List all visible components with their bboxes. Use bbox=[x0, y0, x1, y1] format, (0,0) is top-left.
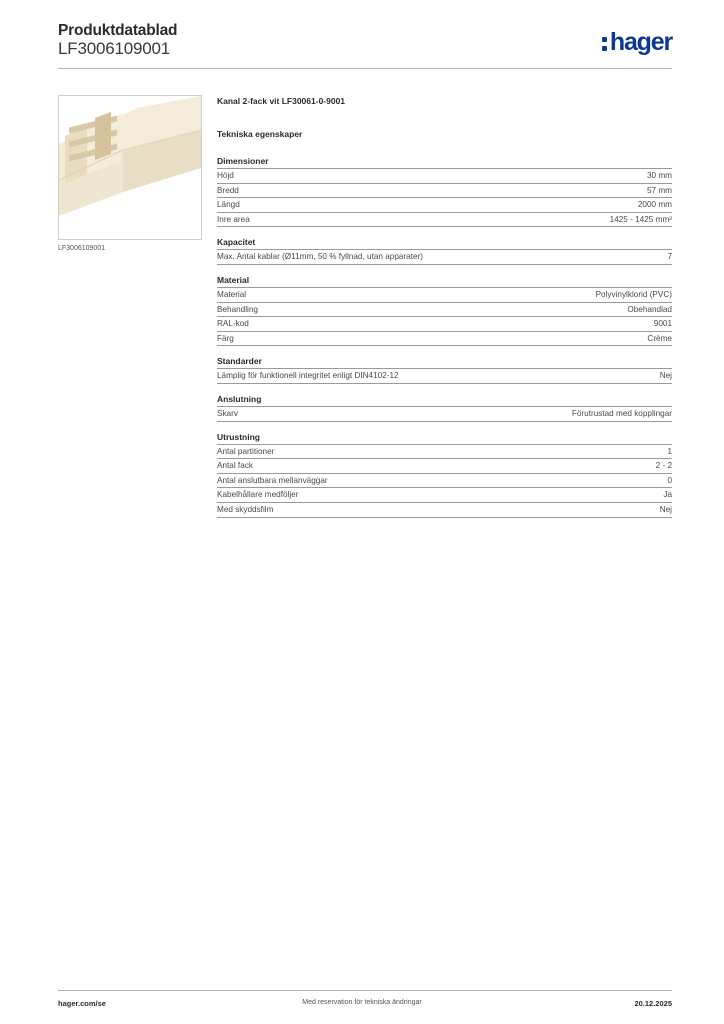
spec-label: Bredd bbox=[217, 185, 239, 195]
spec-label: RAL-kod bbox=[217, 319, 249, 329]
footer-disclaimer: Med reservation för tekniska ändringar bbox=[302, 999, 422, 1006]
spec-label: Inre area bbox=[217, 214, 250, 224]
spec-row bbox=[217, 445, 672, 460]
spec-group-anslutning bbox=[217, 394, 672, 422]
spec-label: Lämplig för funktionell integritet enligt DIN4102-12 bbox=[217, 371, 399, 381]
spec-value: 0 bbox=[667, 475, 672, 485]
spec-value: 1425 - 1425 mm² bbox=[609, 214, 672, 224]
spec-row bbox=[217, 459, 672, 474]
spec-row bbox=[217, 303, 672, 318]
spec-value: Nej bbox=[659, 504, 672, 514]
spec-row bbox=[217, 488, 672, 503]
spec-row bbox=[217, 369, 672, 384]
spec-group-standarder bbox=[217, 356, 672, 384]
header-divider bbox=[58, 68, 672, 69]
spec-label: Kabelhållare medföljer bbox=[217, 490, 299, 500]
group-title: Utrustning bbox=[217, 432, 672, 445]
spec-label: Färg bbox=[217, 333, 234, 343]
spec-label: Längd bbox=[217, 200, 240, 210]
spec-row bbox=[217, 474, 672, 489]
spec-row bbox=[217, 169, 672, 184]
hager-logo bbox=[602, 29, 672, 55]
spec-label: Behandling bbox=[217, 304, 258, 314]
spec-row bbox=[217, 250, 672, 265]
spec-value: 9001 bbox=[653, 319, 672, 329]
spec-label: Material bbox=[217, 289, 247, 299]
document-title: Produktdatablad bbox=[58, 22, 178, 39]
spec-row bbox=[217, 317, 672, 332]
footer-divider bbox=[58, 990, 672, 991]
spec-row bbox=[217, 407, 672, 422]
spec-value: 57 mm bbox=[646, 185, 672, 195]
spec-value: Ja bbox=[663, 490, 672, 500]
spec-value: Polyvinylklorid (PVC) bbox=[595, 289, 672, 299]
spec-label: Antal partitioner bbox=[217, 446, 275, 456]
spec-row bbox=[217, 213, 672, 228]
spec-value: 7 bbox=[667, 252, 672, 262]
group-title: Dimensioner bbox=[217, 156, 672, 169]
image-caption: LF3006109001 bbox=[58, 245, 106, 252]
cable-duct-icon bbox=[59, 96, 201, 239]
logo-text: hager bbox=[609, 28, 672, 56]
spec-label: Max. Antal kablar (Ø11mm, 50 % fyllnad, utan apparater) bbox=[217, 252, 423, 262]
spec-row bbox=[217, 503, 672, 518]
spec-label: Antal anslutbara mellanväggar bbox=[217, 475, 328, 485]
spec-value: 30 mm bbox=[646, 171, 672, 180]
product-name: Kanal 2-fack vit LF30061-0-9001 bbox=[217, 96, 346, 106]
spec-group-dimensioner bbox=[217, 156, 672, 227]
spec-row bbox=[217, 184, 672, 199]
spec-value: 2000 mm bbox=[637, 200, 672, 210]
group-title: Kapacitet bbox=[217, 237, 672, 250]
spec-label: Höjd bbox=[217, 171, 234, 180]
spec-row bbox=[217, 332, 672, 347]
group-title: Material bbox=[217, 275, 672, 288]
section-heading: Tekniska egenskaper bbox=[217, 129, 303, 139]
spec-value: Nej bbox=[659, 371, 672, 381]
logo-colon-icon bbox=[602, 35, 609, 51]
spec-row bbox=[217, 198, 672, 213]
spec-group-kapacitet bbox=[217, 237, 672, 265]
group-title: Anslutning bbox=[217, 394, 672, 407]
spec-group-material bbox=[217, 275, 672, 346]
specification-panel bbox=[217, 96, 672, 518]
spec-value: Crème bbox=[647, 333, 672, 343]
spec-label: Med skyddsfilm bbox=[217, 504, 274, 514]
footer-date: 20.12.2025 bbox=[634, 999, 672, 1008]
product-image bbox=[58, 95, 202, 240]
document-number: LF3006109001 bbox=[58, 39, 170, 58]
spec-value: Förutrustad med kopplingar bbox=[571, 408, 672, 418]
page-header bbox=[58, 22, 672, 70]
spec-value: Obehandlad bbox=[627, 304, 672, 314]
spec-row bbox=[217, 288, 672, 303]
spec-group-utrustning bbox=[217, 432, 672, 518]
footer-website-link[interactable]: hager.com/se bbox=[58, 999, 106, 1008]
spec-label: Antal fack bbox=[217, 461, 253, 471]
spec-label: Skarv bbox=[217, 408, 238, 418]
spec-value: 2 - 2 bbox=[655, 461, 672, 471]
spec-value: 1 bbox=[667, 446, 672, 456]
group-title: Standarder bbox=[217, 356, 672, 369]
